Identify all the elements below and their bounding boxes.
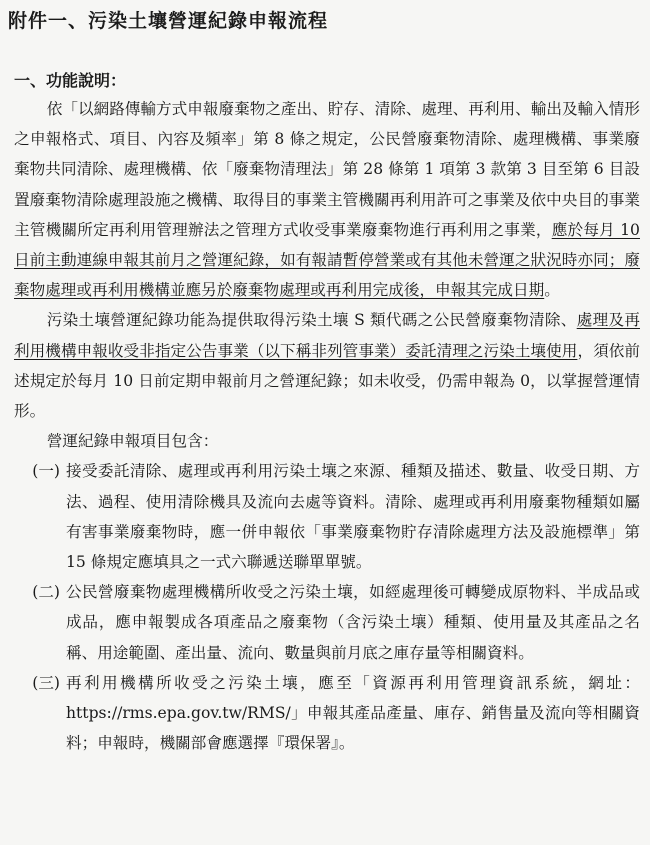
items-intro: 營運紀錄申報項目包含： <box>46 432 219 451</box>
paragraph-1-underlined: 應於每月 10 日前主動連線申報其前月之營運紀錄，如有報請暫停營業或有其他未營運之狀況時亦同；廢棄物處理或再利用機構並應另於廢棄物處理或再利用完成後，申報其完成日期 <box>14 220 640 300</box>
list-item-number: (一) <box>32 462 60 481</box>
list-item-text: 再利用機構所收受之污染土壤，應至「資源再利用管理資訊系統，網址：https://rms.epa.gov.tw/RMS/」申報其產品產量、庫存、銷售量及流向等相關資料；申報時，機關部會應選擇『環保署』。 <box>66 673 640 753</box>
paragraph-2-text: 污染土壤營運紀錄功能為提供取得污染土壤 S 類代碼之公民營廢棄物清除、 <box>46 311 577 330</box>
paragraph-2-end: ，須依前述規定於每月 10 日前定期申報前月之營運紀錄；如未收受，仍需申報為 0，以掌握營運情形。 <box>14 341 640 421</box>
list-item-number: (三) <box>32 673 60 692</box>
list-item-text: 公民營廢棄物處理機構所收受之污染土壤，如經處理後可轉變成原物料、半成品或成品，應申報製成各項產品之廢棄物（含污染土壤）種類、使用量及其產品之名稱、用途範圍、產出量、流向、數量與前月底之庫存量等相關資料。 <box>66 583 640 662</box>
section-heading-function: 一、功能說明： <box>14 71 127 90</box>
list-item <box>14 577 640 668</box>
paragraph-1-text: 依「以網路傳輸方式申報廢棄物之產出、貯存、清除、處理、再利用、輸出及輸入情形之申報格式、項目、內容及頻率」第 8 條之規定，公民營廢棄物清除、處理機構、事業廢棄物共同清除、處理機構、依「廢棄物清理法」第 28 條第 1 項第 3 款第 3 目至第 6 目設置廢棄物清除處理設施之機構、取得目的事業主管機關再利用許可之事業及依中央目的事業主管機關所定再利用管理辦法之管理方式收受事業廢棄物進行再利用之事業， <box>14 100 640 239</box>
list-item-text: 接受委託清除、處理或再利用污染土壤之來源、種類及描述、數量、收受日期、方法、過程、使用清除機具及流向去處等資料。清除、處理或再利用廢棄物種類如屬有害事業廢棄物時，應一併申報依「事業廢棄物貯存清除處理方法及設施標準」第 15 條規定應填具之一式六聯遞送聯單單號。 <box>66 462 640 572</box>
paragraph-1 <box>14 94 640 305</box>
document-body <box>14 94 640 758</box>
document-title: 附件一、污染土壤營運紀錄申報流程 <box>8 10 329 32</box>
paragraph-2-underlined: 處理及再利用機構申報收受非指定公告事業（以下稱非列管事業）委託清理之污染土壤使用 <box>14 311 640 360</box>
paragraph-2 <box>14 305 640 426</box>
list-item <box>14 456 640 577</box>
paragraph-1-end: 。 <box>544 281 560 300</box>
list-item <box>14 668 640 759</box>
list-item-number: (二) <box>32 583 60 602</box>
